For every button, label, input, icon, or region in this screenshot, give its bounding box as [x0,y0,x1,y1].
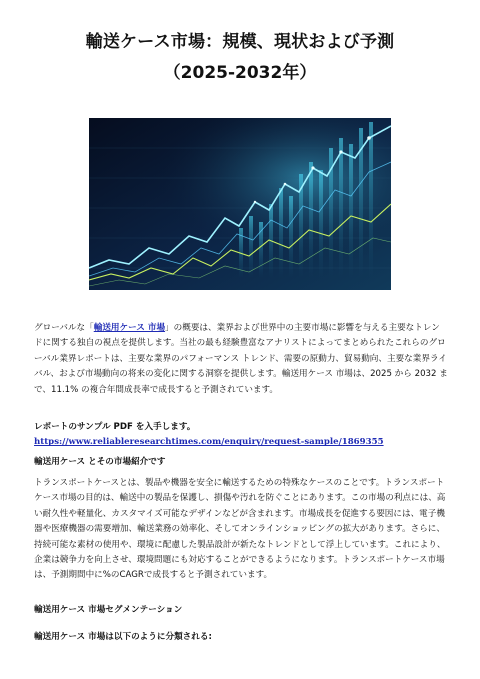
intro-paragraph [34,321,448,398]
intro-prefix: グローバルな「 [34,323,94,333]
sample-request-link[interactable]: https://www.reliableresearchtimes.com/enquiry/request-sample/1869355 [34,437,384,448]
sample-label: レポートのサンプル PDF を入手します。 [34,422,196,432]
financial-chart-illustration [89,118,391,290]
intro-body: 」の概要は、業界および世界中の主要市場に影響を与える主要なトレンドに関する独自の視点を提供します。当社の最も経験豊富なアナリストによってまとめられたこれらのグローバル業界レポートは、主要な業界のパフォーマンス トレンド、需要の原動力、貿易動向、主要な業界ライバル、および市場動向の将来の変化に関する洞察を提供します。輸送用ケース 市場は、2025 から 2032 まで、11.1% の複合年間成長率で成長すると予測されています。 [34,323,448,395]
page-title: 輸送ケース市場：規模、現状および予測 [85,32,395,52]
page-subtitle: （2025-2032年） [163,63,317,83]
sample-request-paragraph [34,420,448,451]
hero-image [89,118,391,290]
section-heading-segmentation: 輸送用ケース 市場セグメンテーション [34,605,183,615]
market-intro-paragraph: トランスポートケースとは、製品や機器を安全に輸送するための特殊なケースのことです。トランスポートケース市場の目的は、輸送中の製品を保護し、損傷や汚れを防ぐことにあります。この市場の利点には、高い耐久性や軽量化、カスタマイズ可能なデザインなどが含まれます。市場成長を促進する要因には、電子機器や医療機器の需要増加、輸送業務の効率化、そしてオンラインショッピングの拡大があります。さらに、持続可能な素材の使用や、環境に配慮した製品設計が新たなトレンドとして浮上しています。これにより、企業は競争力を向上させ、環境問題にも対応することができるようになります。トランスポートケース市場は、予測期間中に%のCAGRで成長すると予測されています。 [34,478,446,581]
section-heading-classification: 輸送用ケース 市場は以下のように分類される: [34,632,212,642]
section-heading-intro: 輸送用ケース とその市場紹介です [34,457,166,467]
market-link[interactable]: 輸送用ケース 市場 [93,323,166,333]
